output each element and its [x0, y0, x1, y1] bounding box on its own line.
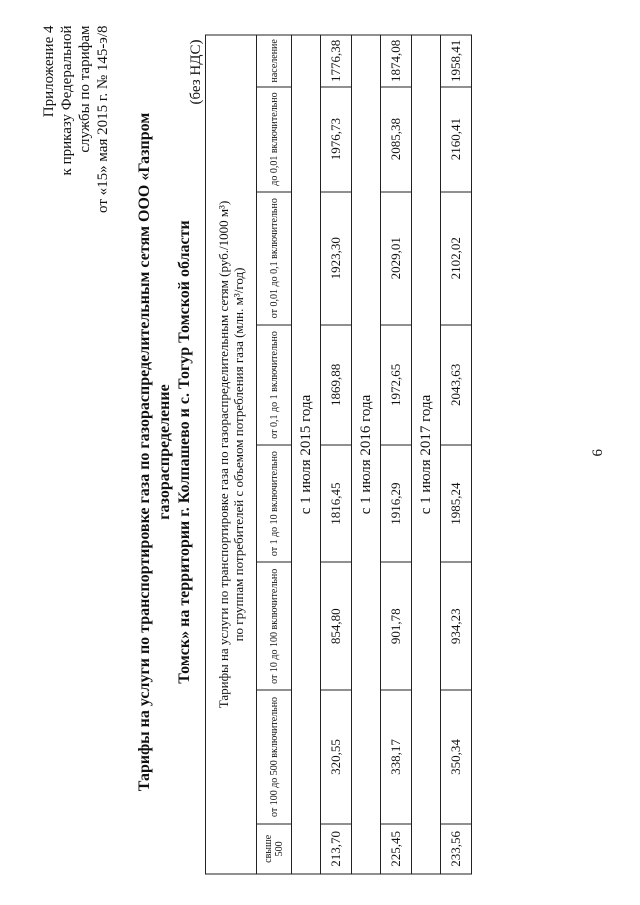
section-label: с 1 июля 2016 года — [352, 35, 381, 874]
header-cell: от 0,01 до 0,1 включительно — [257, 192, 292, 325]
table-cell: 2102,02 — [441, 192, 472, 325]
table-cell: 1776,38 — [321, 35, 352, 87]
table-cell: 1916,29 — [381, 445, 412, 562]
table-cell: 1923,30 — [321, 192, 352, 325]
caption-line: по группам потребителей с объемом потребления газа (млн. м³/год) — [231, 267, 246, 642]
table-cell: 2043,63 — [441, 325, 472, 445]
table-cell: 233,56 — [441, 824, 472, 874]
table-cell: 2085,38 — [381, 87, 412, 192]
header-cell: от 10 до 100 включительно — [257, 562, 292, 690]
table-cell: 1976,73 — [321, 87, 352, 192]
appendix-line: службы по тарифам — [77, 25, 93, 153]
appendix-line: от «15» мая 2015 г. № 145-э/8 — [95, 25, 111, 213]
header-cell: до 0,01 включительно — [257, 87, 292, 192]
table-cell: 213,70 — [321, 824, 352, 874]
section-label: с 1 июля 2017 года — [412, 35, 441, 874]
table-cell: 1874,08 — [381, 35, 412, 87]
header-row — [257, 35, 292, 874]
title-line: Томск» на территории г. Колпашево и с. Тогур Томской области — [176, 220, 193, 684]
header-cell: от 0,1 до 1 включительно — [257, 325, 292, 445]
table-cell: 1972,65 — [381, 325, 412, 445]
table-row — [321, 35, 352, 874]
table-cell: 338,17 — [381, 690, 412, 823]
appendix-block — [40, 26, 112, 213]
no-vat-note: (без НДС) — [188, 39, 204, 105]
table-cell: 934,23 — [441, 562, 472, 690]
table-caption — [206, 35, 257, 874]
header-cell: от 1 до 10 включительно — [257, 445, 292, 562]
table-cell: 350,34 — [441, 690, 472, 823]
appendix-line: к приказу Федеральной — [59, 25, 75, 176]
section-label: с 1 июля 2015 года — [292, 35, 321, 874]
table-cell: 320,55 — [321, 690, 352, 823]
table-cell: 901,78 — [381, 562, 412, 690]
tariff-table — [205, 35, 472, 875]
appendix-line: Приложение 4 — [41, 25, 57, 118]
caption-line: Тарифы на услуги по транспортировке газа по газораспределительным сетям (руб./1000 м³) — [216, 200, 231, 709]
header-cell: население — [257, 35, 292, 87]
header-cell: свыше 500 — [257, 824, 292, 874]
table-cell: 854,80 — [321, 562, 352, 690]
table-cell: 2160,41 — [441, 87, 472, 192]
table-cell: 1985,24 — [441, 445, 472, 562]
page-number: 6 — [590, 449, 606, 457]
document-title — [135, 55, 195, 850]
table-cell: 225,45 — [381, 824, 412, 874]
table-cell: 1869,88 — [321, 325, 352, 445]
table-row — [381, 35, 412, 874]
header-cell: от 100 до 500 включительно — [257, 690, 292, 823]
table-cell: 2029,01 — [381, 192, 412, 325]
title-line: Тарифы на услуги по транспортировке газа по газораспределительным сетям ООО «Газпром газораспределение — [136, 112, 173, 792]
table-cell: 1816,45 — [321, 445, 352, 562]
table-row — [441, 35, 472, 874]
table-cell: 1958,41 — [441, 35, 472, 87]
